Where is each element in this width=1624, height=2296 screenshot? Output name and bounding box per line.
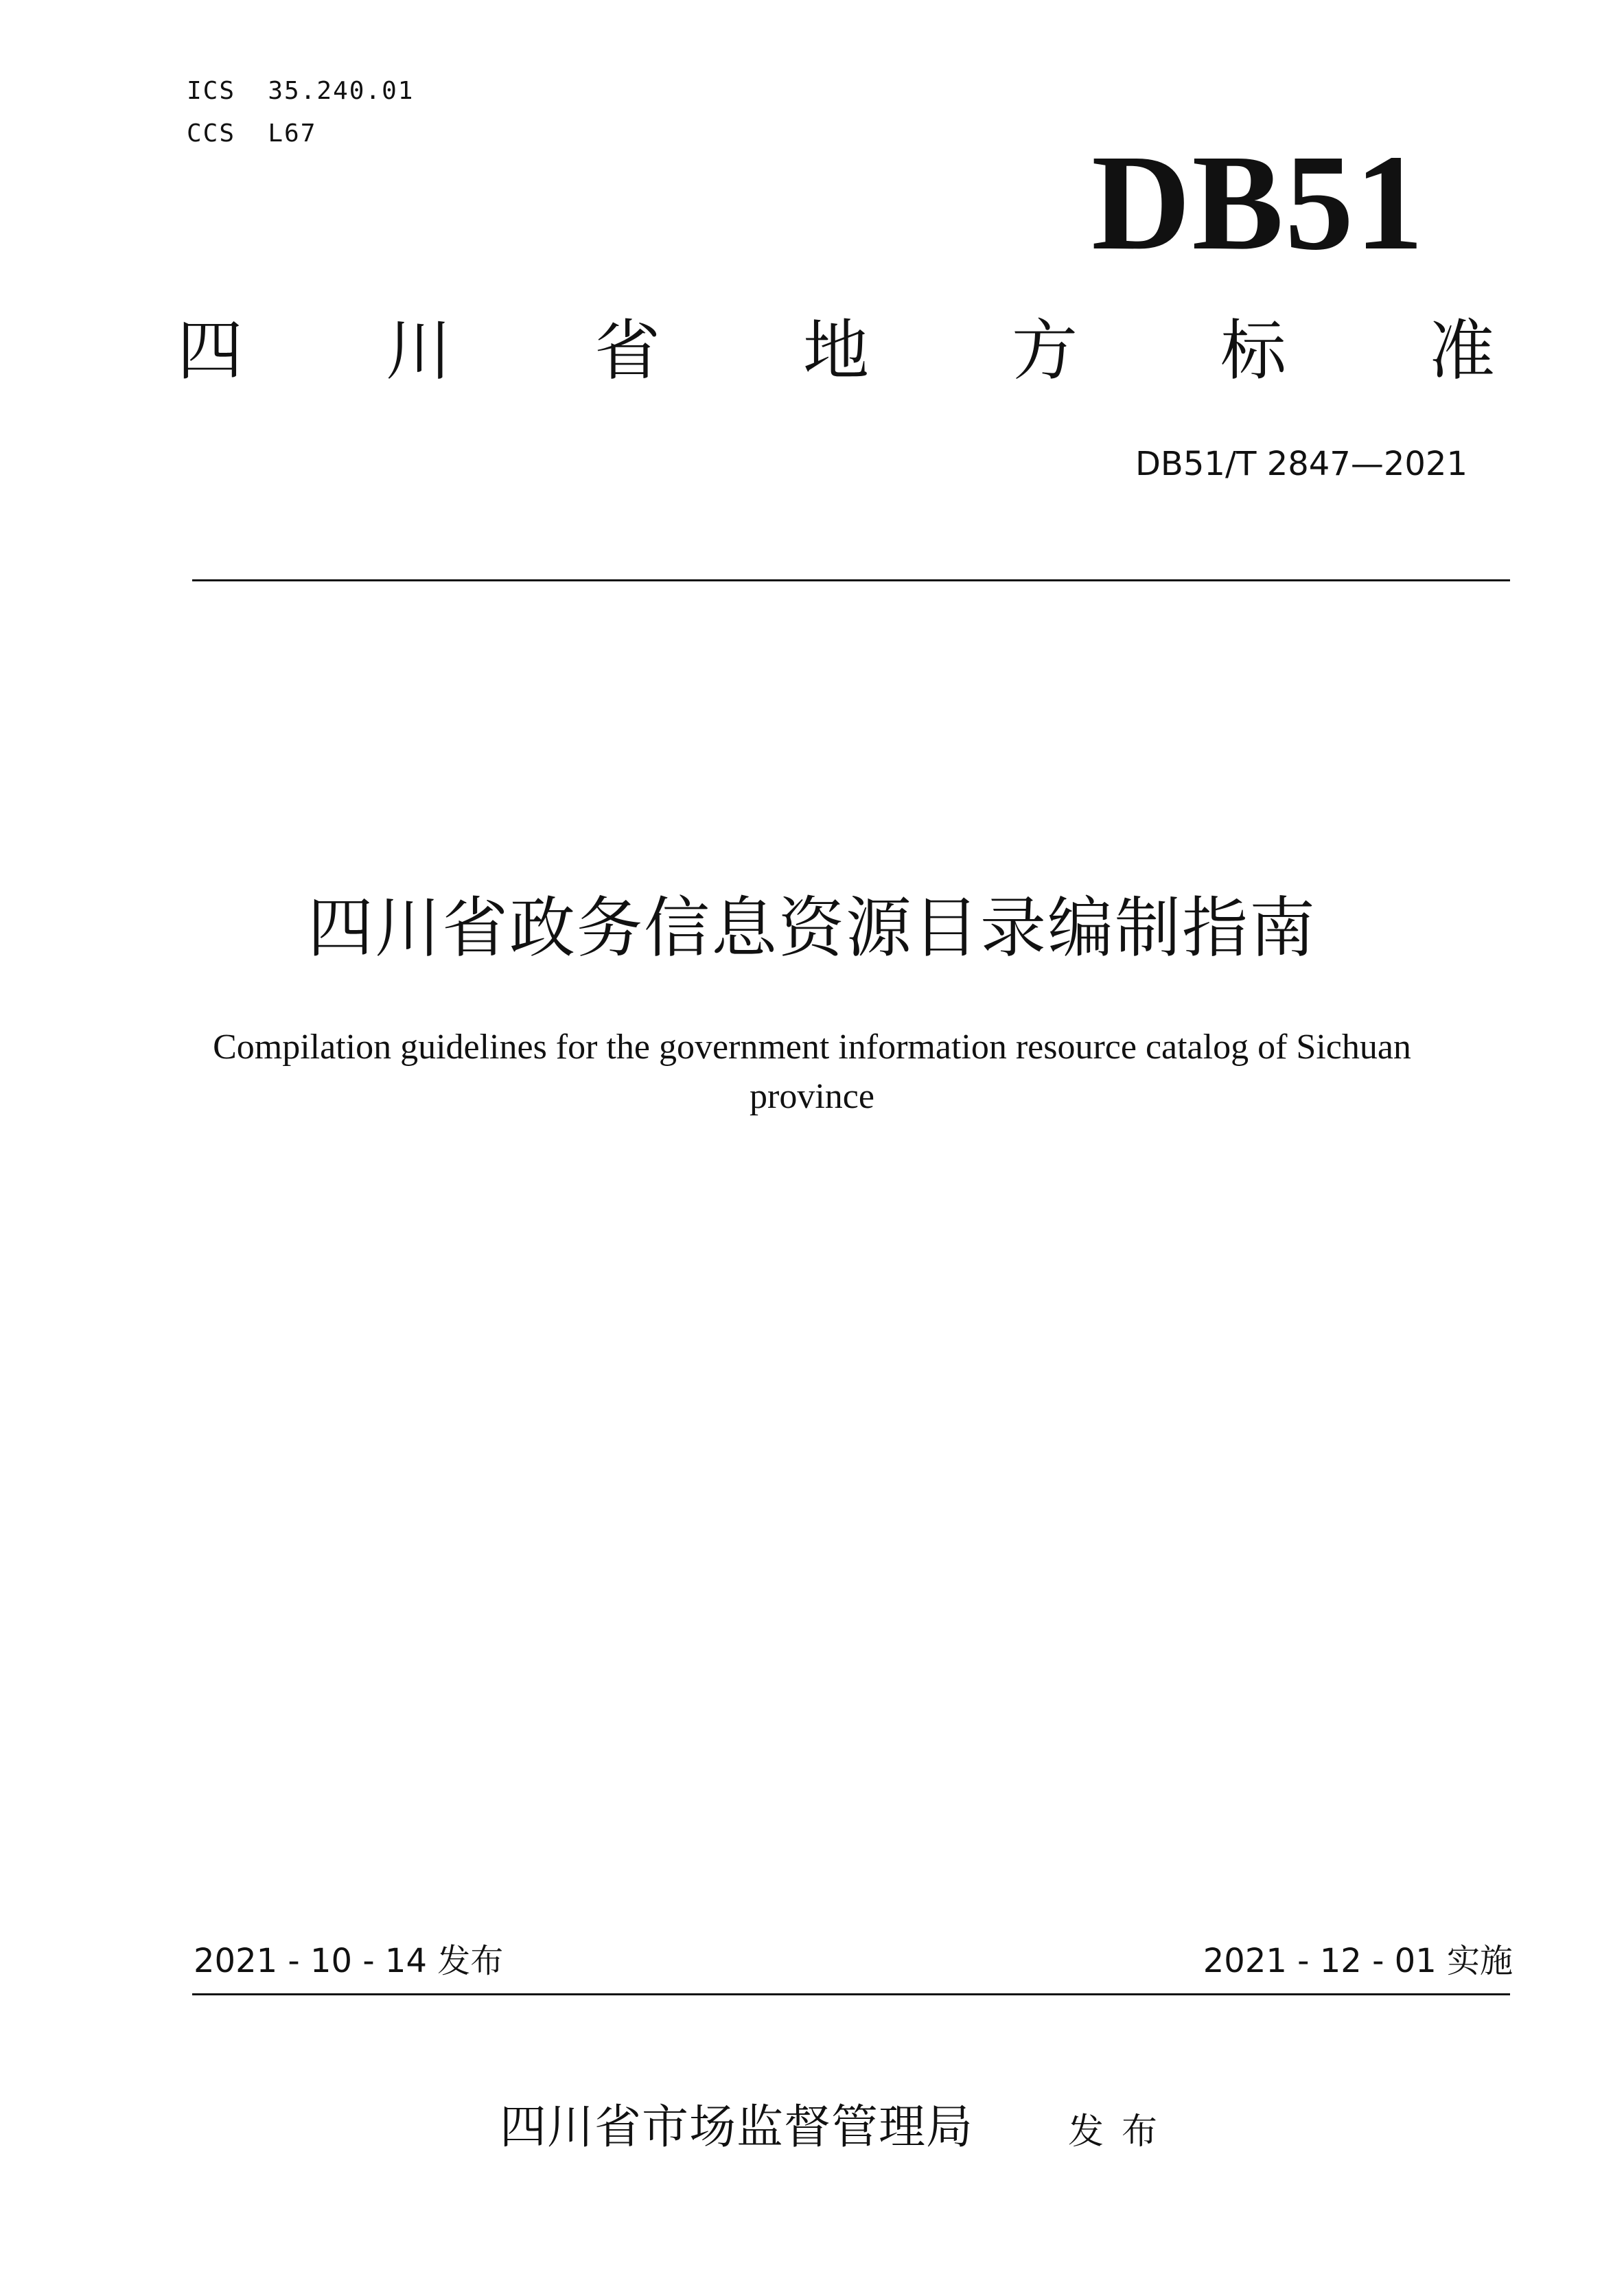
issue-date: 2021 - 10 - 14 发布 (194, 1942, 504, 1980)
document-title-zh: 四川省政务信息资源目录编制指南 (308, 890, 1316, 966)
issuing-authority: 四川省市场监督管理局 (500, 2100, 974, 2155)
standard-type-char: 四 (177, 312, 243, 389)
standard-type-char: 地 (803, 312, 869, 389)
issuing-action: 发布 (1068, 2111, 1176, 2153)
standard-type-char: 省 (594, 312, 660, 389)
ics-code: ICS 35.240.01 (187, 77, 415, 105)
standard-type-char: 标 (1220, 312, 1286, 389)
standard-type-char: 准 (1429, 312, 1495, 389)
implementation-date: 2021 - 12 - 01 实施 (1203, 1942, 1513, 1980)
ccs-code: CCS L67 (187, 119, 317, 148)
standard-type-char: 川 (386, 312, 452, 389)
standard-number: DB51/T 2847—2021 (1135, 445, 1468, 483)
footer-divider (192, 1993, 1510, 1995)
header-divider (192, 579, 1510, 581)
standard-mark: DB51 (1091, 127, 1425, 279)
standard-type (177, 313, 1495, 389)
standard-type-char: 方 (1012, 312, 1078, 389)
document-title-en: Compilation guidelines for the government information resource catalog of Sichuan province (213, 1028, 1411, 1116)
